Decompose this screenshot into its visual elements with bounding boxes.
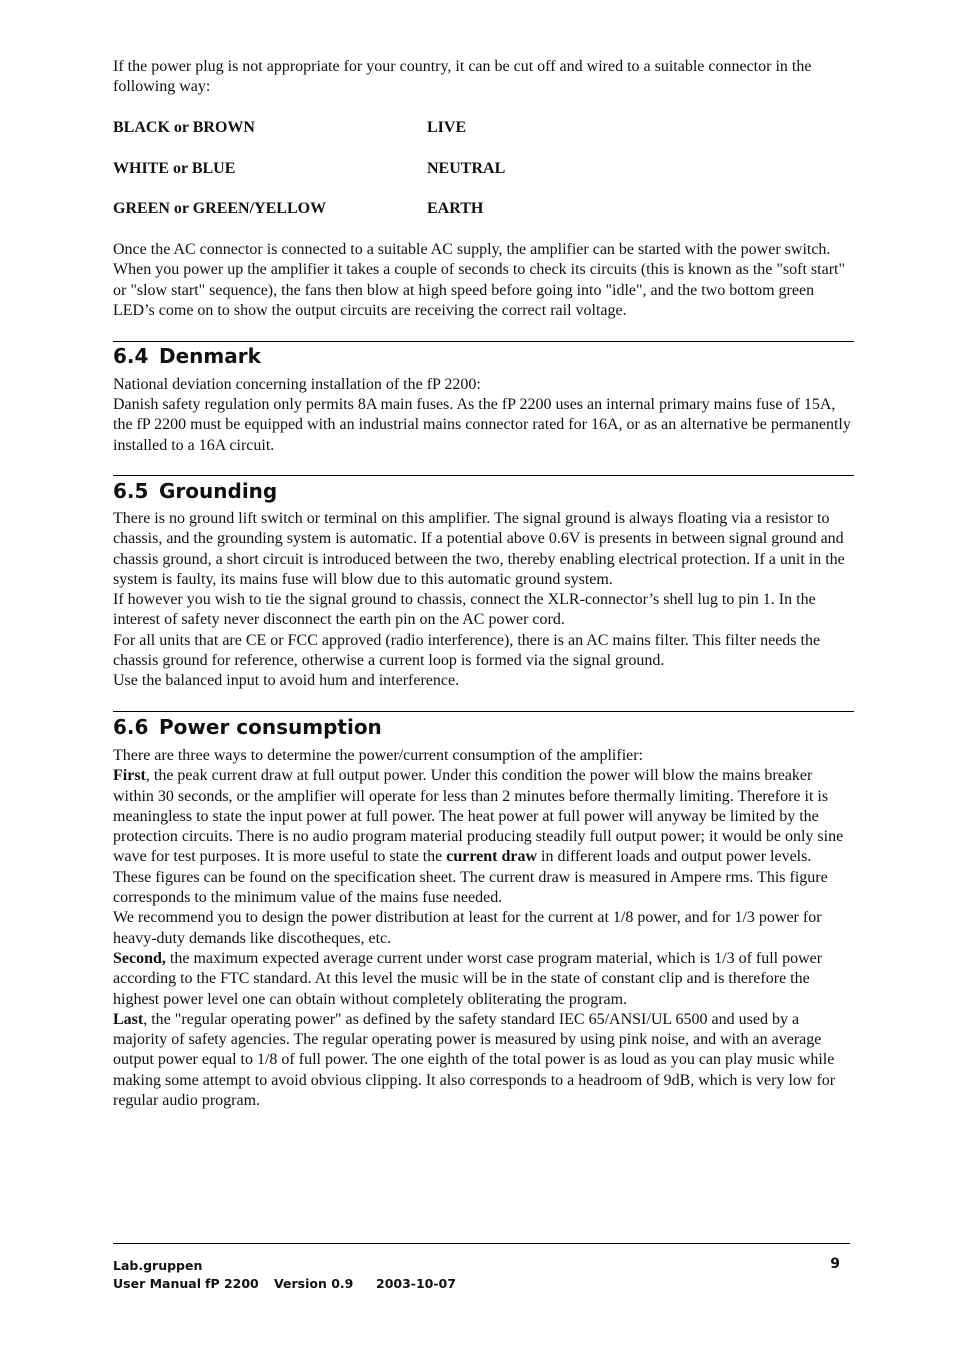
grounding-paragraph: For all units that are CE or FCC approved (radio interference), there is an AC mains filter. This filter needs the chassis ground for reference, otherwise a current loop is formed via the signal ground. — [113, 631, 821, 670]
section-number: 6.5 — [113, 479, 149, 503]
power-paragraph-last — [113, 1010, 853, 1111]
grounding-paragraph: If however you wish to tie the signal ground to chassis, connect the XLR-connector’s shell lug to pin 1. In the interest of safety never disconnect the earth pin on the AC power cord. — [113, 591, 816, 629]
footer-meta — [113, 1276, 456, 1291]
power-paragraph: We recommend you to design the power distribution at least for the current at 1/8 power, and for 1/3 power for heavy-duty demands like discotheques, etc. — [113, 909, 822, 947]
section-title: Grounding — [159, 479, 278, 503]
power-body — [113, 746, 853, 1111]
section-title: Power consumption — [159, 715, 382, 739]
wire-color: WHITE or BLUE — [113, 160, 236, 177]
section-heading-grounding — [113, 479, 277, 503]
section-divider — [113, 341, 854, 342]
first-text: , the peak current draw at full output power. Under this condition the power will blow the mains breaker within 30 seconds, or the amplifier will operate for less than 2 minutes before thermally limiting. Therefore it is meaningless to state the input power at full power. The heat power at full power will anyway be limited by the protection circuits. There is no audio program material producing steadily full output power; it would be only sine wave for test purposes. It is more useful to state the — [113, 767, 844, 866]
section-divider — [113, 475, 854, 476]
footer-manual: User Manual — [113, 1276, 201, 1291]
section-number: 6.4 — [113, 344, 149, 368]
wire-function: EARTH — [427, 200, 484, 217]
first-label: First — [113, 767, 146, 785]
page-number: 9 — [830, 1256, 840, 1272]
footer-brand: Lab.gruppen — [113, 1258, 203, 1273]
denmark-paragraph: Danish safety regulation only permits 8A main fuses. As the fP 2200 uses an internal primary mains fuse of 15A, the fP 2200 must be equipped with an industrial mains connector rated for 16A, or as an alternative be permanently installed to a 16A circuit. — [113, 396, 851, 454]
power-paragraph: There are three ways to determine the power/current consumption of the amplifier: — [113, 747, 644, 764]
grounding-paragraph: Use the balanced input to avoid hum and interference. — [113, 672, 460, 690]
denmark-paragraph: National deviation concerning installation of the fP 2200: — [113, 376, 481, 393]
power-paragraph-first — [113, 766, 853, 908]
last-text: , the "regular operating power" as defined by the safety standard IEC 65/ANSI/UL 6500 and used by a majority of safety agencies. The regular operating power is measured by using pink noise, and with an average output power equal to 1/8 of full power. The one eighth of the total power is as loud as you can play music while making some attempt to avoid obvious clipping. It also corresponds to a headroom of 9dB, which is very low for regular audio program. — [113, 1010, 836, 1110]
last-label: Last — [113, 1010, 144, 1028]
wire-color: GREEN or GREEN/YELLOW — [113, 200, 327, 217]
footer-model: fP 2200 — [205, 1276, 259, 1291]
footer-date: 2003-10-07 — [376, 1276, 456, 1291]
section-divider — [113, 711, 854, 712]
page-footer — [113, 1243, 850, 1291]
second-text: the maximum expected average current under worst case program material, which is 1/3 of full power according to the FTC standard. At this level the music will be in the state of constant clip and is therefore the highest power level one can obtain without completely obliterating the program. — [113, 949, 823, 1008]
wire-function: NEUTRAL — [427, 160, 506, 177]
wire-function: LIVE — [427, 119, 467, 136]
current-draw-emphasis: current draw — [446, 848, 538, 866]
wire-color: BLACK or BROWN — [113, 119, 255, 136]
section-title: Denmark — [159, 344, 261, 368]
intro-paragraph: If the power plug is not appropriate for your country, it can be cut off and wired to a suitable connector in the following way: — [113, 58, 812, 96]
section-heading-denmark — [113, 344, 261, 368]
second-label: Second, — [113, 949, 166, 967]
grounding-body — [113, 509, 853, 692]
section-number: 6.6 — [113, 715, 149, 739]
section-heading-power-consumption — [113, 715, 382, 739]
footer-version: Version 0.9 — [274, 1276, 354, 1291]
first-text-continued: in different loads and output power levels. These figures can be found on the specification sheet. The current draw is measured in Ampere rms. This figure corresponds to the minimum value of the mains fuse needed. — [113, 848, 828, 907]
startup-paragraph: Once the AC connector is connected to a suitable AC supply, the amplifier can be started with the power switch. When you power up the amplifier it takes a couple of seconds to check its circuits (this is known as the "soft start" or "slow start" sequence), the fans then blow at high speed before going into "idle", and the two bottom green LED’s come on to show the output circuits are receiving the correct rail voltage. — [113, 241, 845, 319]
power-paragraph-second — [113, 949, 853, 1010]
grounding-paragraph: There is no ground lift switch or terminal on this amplifier. The signal ground is always floating via a resistor to chassis, and the grounding system is automatic. If a potential above 0.6V is presents in between signal ground and chassis ground, a short circuit is introduced between the two, thereby enabling electrical protection. If a unit in the system is faulty, its mains fuse will blow due to this automatic ground system. — [113, 510, 845, 588]
